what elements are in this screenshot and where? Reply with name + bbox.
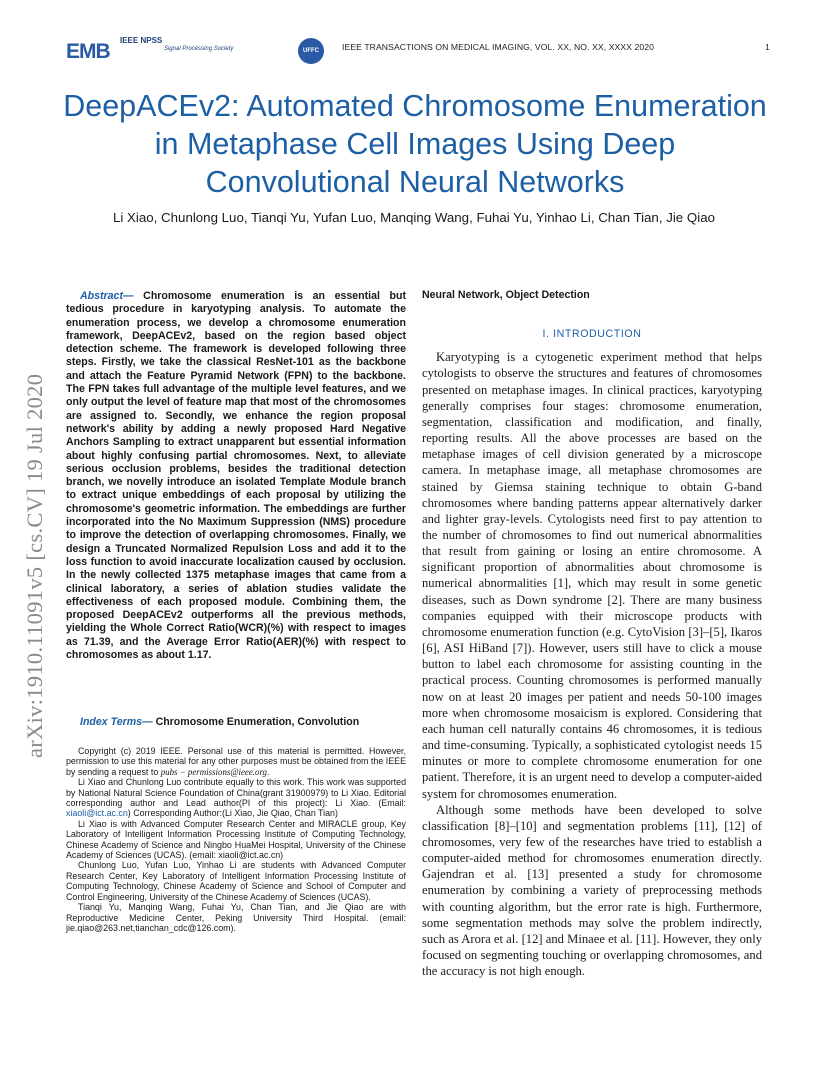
section-heading-introduction: I. INTRODUCTION bbox=[542, 328, 642, 341]
index-terms-label: Index Terms— bbox=[80, 716, 153, 728]
copyright-note: Copyright (c) 2019 IEEE. Personal use of this material is permitted. However, permission to use this material for any other purposes must be obtained from the IEEE by sending a request to pubs − permissions@ieee.org. bbox=[66, 746, 406, 777]
affiliation-note-1: Li Xiao is with Advanced Computer Research Center and MIRACLE group, Key Laboratory of Intelligent Information Processing Institute of Computing Technology, Chinese Academy of Science and Ningbo HuaMei Hospital, University of the Chinese Academy of Sciences (UCAS). (email: xiaoli@ict.ac.cn) bbox=[66, 818, 406, 861]
permissions-email: pubs − permissions@ieee.org bbox=[160, 766, 267, 777]
arxiv-identifier-stamp: arXiv:1910.11091v5 [cs.CV] 19 Jul 2020 bbox=[22, 373, 47, 758]
paper-title: DeepACEv2: Automated Chromosome Enumeration in Metaphase Cell Images Using Deep Convolutional Neural Networks bbox=[63, 89, 767, 199]
page-number: 1 bbox=[765, 42, 770, 52]
abstract bbox=[66, 290, 406, 662]
affiliation-note-2: Chunlong Luo, Yufan Luo, Yinhao Li are students with Advanced Computer Research Center, Key Laboratory of Intelligent Information Processing Institute of Computing Technology, Chinese Academy of Science and School of Computer and Control Engineering, University of the Chinese Academy of Sciences (UCAS). bbox=[66, 860, 406, 902]
introduction-body bbox=[422, 349, 762, 979]
right-column bbox=[422, 289, 762, 979]
author-list: Li Xiao, Chunlong Luo, Tianqi Yu, Yufan Luo, Manqing Wang, Fuhai Yu, Yinhao Li, Chan Tian, Jie Qiao bbox=[113, 210, 715, 225]
affiliation-note-3: Tianqi Yu, Manqing Wang, Fuhai Yu, Chan Tian, and Jie Qiao are with Reproductive Medicine Center, Peking University Third Hospital. (email: jie.qiao@263.net,tianchan_cdc@126.com). bbox=[66, 902, 406, 933]
abstract-text: Chromosome enumeration is an essential but tedious procedure in karyotyping analysis. To automate the enumeration process, we develop a chromosome enumeration framework, DeepACEv2, based on the region based object detection scheme. The framework is developed following three steps. Firstly, we take the classical ResNet-101 as the backbone and attach the Feature Pyramid Network (FPN) to the backbone. The FPN takes full advantage of the multiple level features, and we only output the level of feature map that most of the chromosomes are assigned to. Secondly, we enhance the region proposal network's ability by adding a newly proposed Hard Negative Anchors Sampling to extract unapparent but essential information about highly confusing partial chromosomes. Next, to alleviate serious occlusion problems, besides the traditional detection branch, we novelly introduce an isolated Template Module branch to extract unique embeddings of each proposal by utilizing the chromosome's geometric information. The embeddings are further incorporated into the No Maximum Suppression (NMS) procedure to improve the detection of overlapping chromosomes. Finally, we design a Truncated Normalized Repulsion Loss and add it to the loss function to avoid inaccurate localization caused by occlusion. In the newly collected 1375 metaphase images that came from a clinical laboratory, a series of ablation studies validate the effectiveness of each proposed module. Combining them, the proposed DeepACEv2 outperforms all the previous methods, yielding the Whole Correct Ratio(WCR)(%) with respect to images as 71.39, and the Average Error Ratio(AER)(%) with respect to chromosomes as about 1.17. bbox=[66, 290, 406, 662]
uffc-logo: UFFC bbox=[298, 38, 324, 64]
footnotes bbox=[66, 746, 406, 933]
signal-processing-society-logo: Signal Processing Society bbox=[164, 46, 234, 52]
abstract-label: Abstract— bbox=[80, 290, 134, 302]
index-terms-text: Chromosome Enumeration, Convolution bbox=[155, 716, 360, 728]
npss-logo: IEEE NPSS bbox=[120, 36, 163, 45]
introduction-paragraph: Although some methods have been developed to solve classification [8]–[10] and segmentation problems [11], [12] of chromosomes, very few of the researches have tried to establish a computer-aided method for chromosomes enumeration directly. Gajendran et al. [13] presented a study for chromosome enumeration by combining a variety of preprocessing methods with counting algorithm, but the error rate is high. Furthermore, some segmentation methods may solve the problem indirectly, such as Arora et al. [12] and Minaee et al. [11]. However, they only focused on segmenting touching or overlapping chromosomes, and the accuracy is not high enough. bbox=[422, 802, 762, 979]
index-terms bbox=[66, 716, 406, 729]
embs-logo: EMB bbox=[66, 40, 110, 63]
running-head: IEEE TRANSACTIONS ON MEDICAL IMAGING, VOL. XX, NO. XX, XXXX 2020 bbox=[342, 42, 655, 52]
funding-note: Li Xiao and Chunlong Luo contribute equally to this work. This work was supported by National Natural Science Foundation of China(grant 31900979) to Li Xiao. Editorial corresponding author and Lead author(PI of this project): Li Xiao. (Email: xiaoli@ict.ac.cn) Corresponding Author:(Li Xiao, Jie Qiao, Chan Tian) bbox=[66, 777, 406, 819]
corresponding-email-link[interactable]: xiaoli@ict.ac.cn bbox=[66, 808, 128, 819]
header-logos bbox=[66, 36, 336, 68]
index-terms-continued: Neural Network, Object Detection bbox=[422, 289, 590, 301]
introduction-paragraph: Karyotyping is a cytogenetic experiment method that helps cytologists to observe the structures and features of chromosomes presented on metaphase images. In clinical practices, karyotyping generally comprises four stages: chromosome enumeration, segmentation, classification and modification, and finally, reporting results. All the above processes are based on the metaphase images of cell division generated by a microscope camera. In metaphase image, all metaphase chromosomes are stained by Giemsa staining technique to obtain G-band chromosomes where banding patterns appear alternatively darker and lighter gray-levels. Cytologists need first to pay attention to the number of chromosomes to find out numerical abnormalities that result from gaining or losing an entire chromosome. A significant proportion of abnormalities about chromosome is numerical abnormalities [1], which may result in some genetic diseases, such as Down syndrome [2]. There are many business companies equipped with their microscope products with chromosome enumeration function (e.g. CytoVision [3]–[5], Ikaros [6], ASI HiBand [7]). However, users still have to click a mouse button to label each chromosome for assisting counting in the practical process. Counting chromosomes is performed manually now on at least 20 images per patient and needs 50-100 images more when chromosome mosaicism is explored. Considering that each human cell naturally contains 46 chromosomes, it is tedious and time-consuming. Typically, a sophisticated cytologist needs 15 minutes or more to complete chromosome enumeration for one patient. Therefore, it is an urgent need to develop a computer-aided system for chromosomes enumeration. bbox=[422, 350, 762, 801]
